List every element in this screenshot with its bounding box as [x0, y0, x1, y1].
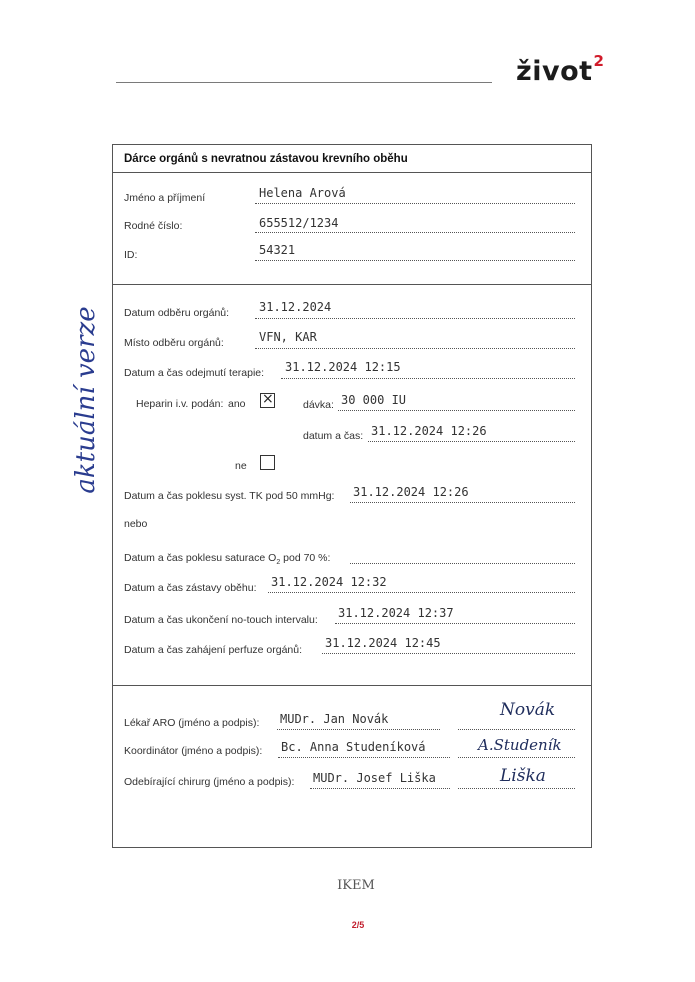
checkbox-x-mark: ×: [262, 391, 274, 407]
procurement-date-dots: [255, 318, 575, 319]
heparin-time-field[interactable]: 31.12.2024 12:26: [371, 424, 487, 438]
coordinator-signature-dots: [458, 757, 575, 758]
procurement-place-field[interactable]: VFN, KAR: [259, 330, 317, 344]
therapy-withdrawal-dots: [281, 378, 575, 379]
heparin-label: Heparin i.v. podán:: [136, 398, 224, 410]
aro-physician-field[interactable]: MUDr. Jan Novák: [280, 712, 389, 726]
perfusion-start-dots: [322, 653, 575, 654]
id-dots: [255, 260, 575, 261]
page-number: 2/5: [351, 920, 365, 930]
bp-drop-label: Datum a čas poklesu syst. TK pod 50 mmHg:: [124, 490, 335, 502]
perfusion-start-label: Datum a čas zahájení perfuze orgánů:: [124, 644, 303, 656]
heparin-time-dots: [368, 441, 575, 442]
coordinator-dots: [278, 757, 450, 758]
coordinator-label: Koordinátor (jméno a podpis):: [124, 745, 263, 757]
surgeon-field[interactable]: MUDr. Josef Liška: [313, 771, 436, 785]
birth-number-dots: [255, 232, 575, 233]
circulatory-arrest-dots: [268, 592, 575, 593]
birth-number-label: Rodné číslo:: [124, 220, 183, 232]
name-dots: [255, 203, 575, 204]
birth-number-field[interactable]: 655512/1234: [259, 216, 339, 230]
name-field[interactable]: Helena Arová: [259, 186, 346, 200]
dose-label: dávka:: [303, 399, 334, 411]
no-touch-end-dots: [335, 623, 575, 624]
coordinator-field[interactable]: Bc. Anna Studeníková: [281, 740, 426, 754]
aro-physician-label: Lékař ARO (jméno a podpis):: [124, 717, 260, 729]
surgeon-signature-dots: [458, 788, 575, 789]
heparin-yes-checkbox[interactable]: [260, 393, 275, 408]
bp-drop-dots: [350, 502, 575, 503]
surgeon-dots: [310, 788, 450, 789]
surgeon-label: Odebírající chirurg (jméno a podpis):: [124, 776, 295, 788]
perfusion-start-field[interactable]: 31.12.2024 12:45: [325, 636, 441, 650]
no-touch-end-label: Datum a čas ukončení no-touch intervalu:: [124, 614, 318, 626]
heparin-no-checkbox[interactable]: [260, 455, 275, 470]
heparin-yes-label: ano: [228, 398, 246, 410]
title-separator: [112, 172, 592, 173]
aro-signature-dots: [458, 729, 575, 730]
zivot2-logo: život$^2$: [516, 52, 605, 87]
heparin-no-label: ne: [235, 460, 247, 472]
handwritten-note: aktuální verze: [71, 306, 101, 494]
circulatory-arrest-label: Datum a čas zástavy oběhu:: [124, 582, 257, 594]
dose-dots: [338, 410, 575, 411]
ikem-logo: IKEM: [337, 878, 375, 893]
procurement-date-field[interactable]: 31.12.2024: [259, 300, 332, 314]
aro-signature: Novák: [500, 700, 556, 720]
dose-field[interactable]: 30 000 IU: [341, 393, 407, 407]
surgeon-signature: Liška: [500, 766, 546, 786]
no-touch-end-field[interactable]: 31.12.2024 12:37: [338, 606, 454, 620]
therapy-withdrawal-field[interactable]: 31.12.2024 12:15: [285, 360, 401, 374]
form-title: Dárce orgánů s nevratnou zástavou krevního oběhu: [124, 153, 408, 165]
id-label: ID:: [124, 249, 138, 261]
section-separator-1: [112, 284, 592, 285]
aro-physician-dots: [277, 729, 440, 730]
or-label: nebo: [124, 518, 148, 530]
saturation-drop-dots: [350, 563, 575, 564]
procurement-place-label: Místo odběru orgánů:: [124, 337, 224, 349]
heparin-time-label: datum a čas:: [303, 430, 364, 442]
circulatory-arrest-field[interactable]: 31.12.2024 12:32: [271, 575, 387, 589]
id-field[interactable]: 54321: [259, 243, 296, 257]
header-rule: [116, 82, 492, 83]
name-label: Jméno a příjmení: [124, 192, 206, 204]
bp-drop-field[interactable]: 31.12.2024 12:26: [353, 485, 469, 499]
procurement-date-label: Datum odběru orgánů:: [124, 307, 230, 319]
therapy-withdrawal-label: Datum a čas odejmutí terapie:: [124, 367, 265, 379]
saturation-drop-label: Datum a čas poklesu saturace $O_2$ pod 70 %:: [124, 552, 331, 567]
section-separator-2: [112, 685, 592, 686]
procurement-place-dots: [255, 348, 575, 349]
coordinator-signature: A.Studeník: [478, 736, 562, 754]
